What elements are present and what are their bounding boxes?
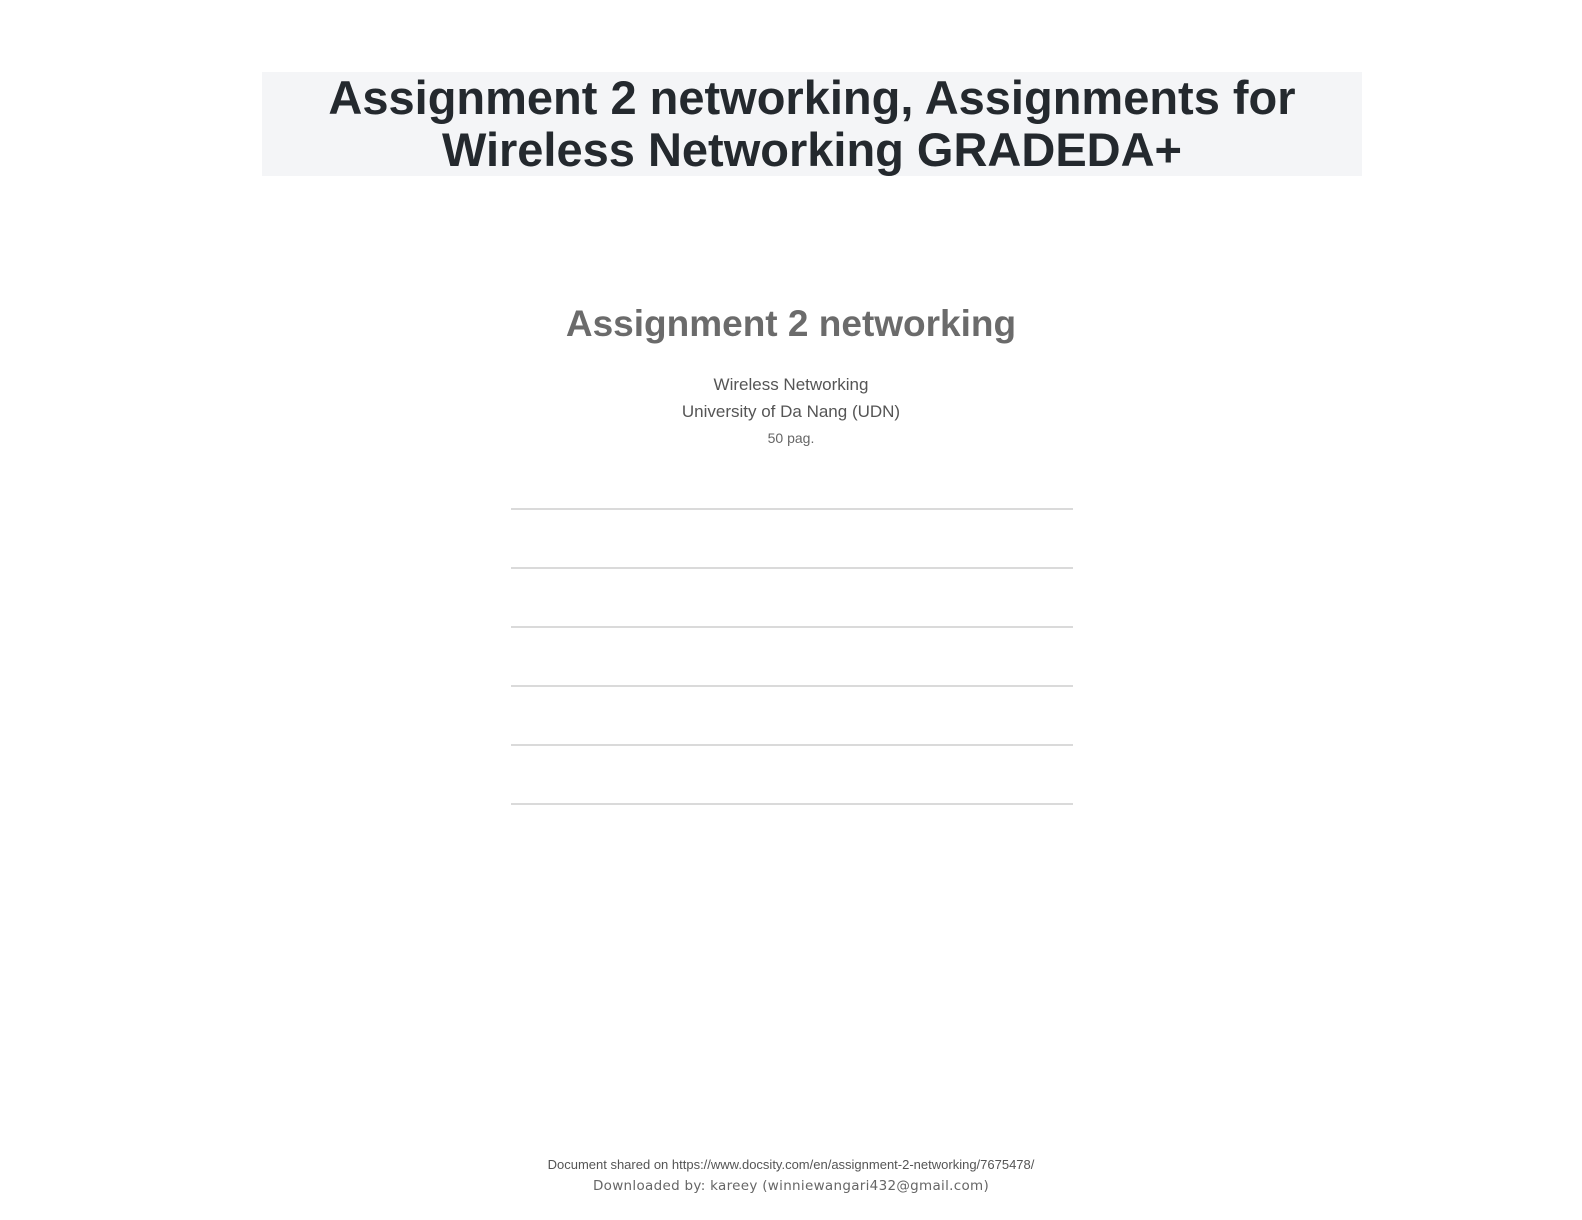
document-title: Assignment 2 networking bbox=[565, 303, 1017, 344]
page-title-line-1: Assignment 2 networking, Assignments for bbox=[328, 71, 1296, 124]
course-name: Wireless Networking bbox=[713, 375, 869, 394]
divider-line bbox=[511, 567, 1073, 569]
divider-line bbox=[511, 508, 1073, 510]
divider-line bbox=[511, 685, 1073, 687]
downloaded-by-footer: Downloaded by: kareey (winniewangari432@gmail.com) bbox=[592, 1178, 990, 1194]
page-title bbox=[262, 72, 1362, 176]
divider-line bbox=[511, 803, 1073, 805]
shared-url-footer: Document shared on https://www.docsity.com/en/assignment-2-networking/7675478/ bbox=[547, 1157, 1035, 1172]
page-title-line-2: Wireless Networking GRADEDA+ bbox=[442, 123, 1182, 176]
university-name: University of Da Nang (UDN) bbox=[681, 402, 901, 421]
divider-line bbox=[511, 626, 1073, 628]
page-count: 50 pag. bbox=[767, 430, 815, 446]
divider-line bbox=[511, 744, 1073, 746]
